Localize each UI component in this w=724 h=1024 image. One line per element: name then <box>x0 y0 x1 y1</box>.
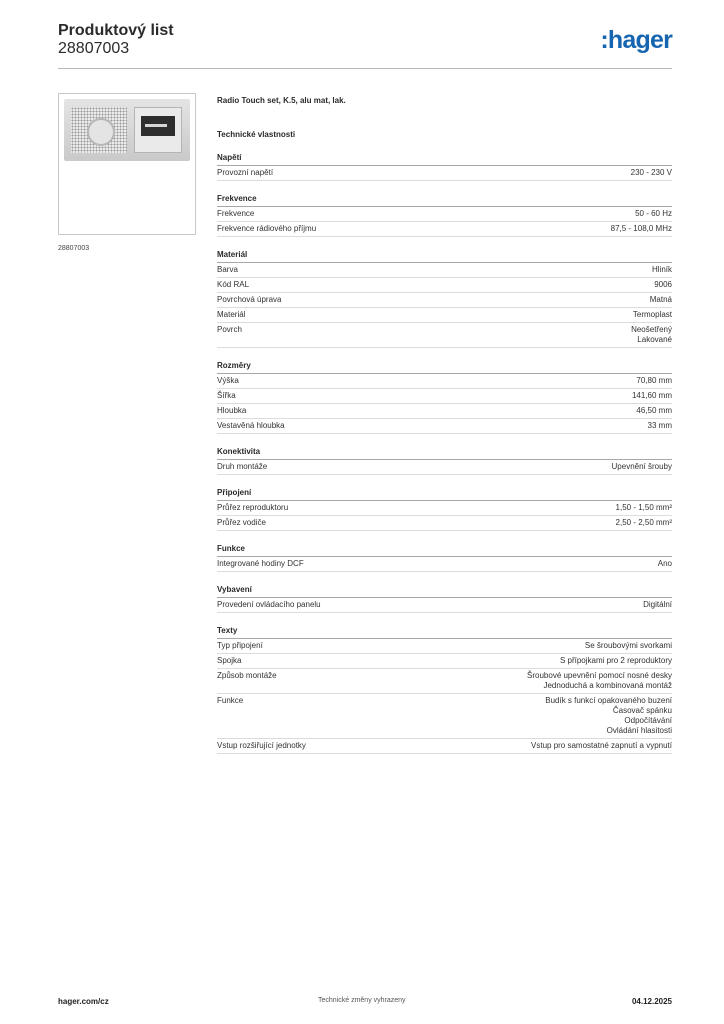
spec-label: Frekvence <box>217 209 255 218</box>
document-title: Produktový list <box>58 22 174 39</box>
spec-label: Materiál <box>217 310 246 319</box>
spec-value-line: Jednoduchá a kombinovaná montáž <box>543 681 672 690</box>
spec-group-title: Vybavení <box>217 585 672 598</box>
spec-label: Povrchová úprava <box>217 295 282 304</box>
spec-value <box>632 391 672 401</box>
spec-value-line: Neošetřený <box>631 325 672 334</box>
spec-value-line: 46,50 mm <box>636 406 672 415</box>
spec-value-line: Ano <box>657 559 672 568</box>
radio-display <box>141 116 175 136</box>
spec-value <box>648 421 672 431</box>
spec-value-line: Termoplast <box>632 310 672 319</box>
spec-value-line: 1,50 - 1,50 mm² <box>615 503 672 512</box>
spec-value-line: 230 - 230 V <box>630 168 672 177</box>
spec-row <box>217 639 672 654</box>
spec-value-line: Lakované <box>637 335 672 344</box>
spec-value-line: Časovač spánku <box>612 706 672 715</box>
speaker-grille <box>71 107 127 153</box>
spec-group-title: Napětí <box>217 153 672 166</box>
spec-row <box>217 739 672 754</box>
spec-value <box>633 310 672 320</box>
image-caption: 28807003 <box>58 245 90 252</box>
spec-row <box>217 419 672 434</box>
spec-row <box>217 669 672 694</box>
spec-label: Frekvence rádiového příjmu <box>217 224 317 233</box>
spec-row <box>217 308 672 323</box>
spec-group-title: Rozměry <box>217 361 672 374</box>
spec-row <box>217 404 672 419</box>
spec-group-title: Frekvence <box>217 194 672 207</box>
spec-row <box>217 694 672 739</box>
spec-row <box>217 207 672 222</box>
spec-row <box>217 323 672 348</box>
footer-date: 04.12.2025 <box>631 997 672 1006</box>
spec-value-line: Budík s funkcí opakovaného buzení <box>545 696 672 705</box>
spec-group <box>217 250 672 348</box>
spec-group <box>217 447 672 475</box>
spec-group <box>217 361 672 434</box>
spec-value <box>560 656 672 666</box>
spec-label: Vestavěná hloubka <box>217 421 285 430</box>
spec-row <box>217 278 672 293</box>
spec-value <box>658 559 672 569</box>
spec-group-title: Připojení <box>217 488 672 501</box>
spec-group <box>217 544 672 572</box>
spec-value <box>612 462 672 472</box>
footer-notice: Technické změny vyhrazeny <box>318 997 406 1004</box>
spec-value-line: Ovládání hlasitosti <box>606 726 672 735</box>
spec-value-line: 87,5 - 108,0 MHz <box>610 224 672 233</box>
spec-value-line: 70,80 mm <box>636 376 672 385</box>
spec-value-line: Hliník <box>651 265 672 274</box>
hager-logo: :hager <box>600 26 672 54</box>
spec-row <box>217 516 672 531</box>
product-image <box>58 93 196 235</box>
spec-row <box>217 654 672 669</box>
spec-value-line: 50 - 60 Hz <box>635 209 672 218</box>
spec-label: Kód RAL <box>217 280 250 289</box>
spec-group <box>217 626 672 754</box>
spec-value-line: 141,60 mm <box>631 391 672 400</box>
spec-value-line: Matná <box>649 295 672 304</box>
spec-label: Typ připojení <box>217 641 263 650</box>
spec-row <box>217 263 672 278</box>
spec-group-title: Konektivita <box>217 447 672 460</box>
specifications <box>217 96 672 754</box>
spec-row <box>217 374 672 389</box>
spec-value <box>650 295 672 305</box>
spec-value <box>631 325 672 345</box>
spec-value-line: Šroubové upevnění pomocí nosné desky <box>527 671 672 680</box>
spec-value <box>611 224 672 234</box>
spec-value <box>616 503 672 513</box>
spec-value <box>631 168 672 178</box>
spec-value <box>616 518 672 528</box>
spec-value <box>635 209 672 219</box>
spec-label: Barva <box>217 265 238 274</box>
spec-label: Provozní napětí <box>217 168 274 177</box>
spec-label: Provedení ovládacího panelu <box>217 600 321 609</box>
spec-label: Průřez vodiče <box>217 518 266 527</box>
spec-group <box>217 488 672 531</box>
spec-value-line: Upevnění šrouby <box>611 462 672 471</box>
spec-group <box>217 585 672 613</box>
spec-row <box>217 501 672 516</box>
spec-value-line: 9006 <box>654 280 672 289</box>
spec-label: Vstup rozšiřující jednotky <box>217 741 306 750</box>
spec-value-line: S přípojkami pro 2 reproduktory <box>559 656 672 665</box>
spec-label: Šířka <box>217 391 236 400</box>
spec-row <box>217 460 672 475</box>
spec-value <box>585 641 672 651</box>
spec-group-title: Funkce <box>217 544 672 557</box>
radio-panel <box>134 107 182 153</box>
spec-row <box>217 293 672 308</box>
spec-row <box>217 389 672 404</box>
spec-value <box>652 265 672 275</box>
spec-group <box>217 153 672 181</box>
spec-label: Hloubka <box>217 406 247 415</box>
spec-value <box>527 671 672 691</box>
speaker-ring <box>87 118 115 146</box>
footer-website: hager.com/cz <box>58 997 109 1006</box>
spec-value <box>636 406 672 416</box>
product-name: Radio Touch set, K.5, alu mat, lak. <box>217 96 346 105</box>
spec-label: Povrch <box>217 325 242 334</box>
spec-row <box>217 222 672 237</box>
spec-value <box>654 280 672 290</box>
spec-label: Spojka <box>217 656 242 665</box>
spec-label: Druh montáže <box>217 462 268 471</box>
spec-value-line: Se šroubovými svorkami <box>584 641 672 650</box>
spec-value <box>636 376 672 386</box>
spec-value-line: Vstup pro samostatné zapnutí a vypnutí <box>531 741 672 750</box>
spec-label: Funkce <box>217 696 244 705</box>
spec-value <box>545 696 672 736</box>
product-code: 28807003 <box>58 40 130 57</box>
spec-label: Integrované hodiny DCF <box>217 559 304 568</box>
spec-value-line: Odpočítávání <box>624 716 672 725</box>
spec-group <box>217 194 672 237</box>
spec-label: Průřez reproduktoru <box>217 503 289 512</box>
spec-group-title: Materiál <box>217 250 672 263</box>
spec-value-line: 2,50 - 2,50 mm² <box>615 518 672 527</box>
spec-value-line: Digitální <box>643 600 672 609</box>
spec-label: Výška <box>217 376 239 385</box>
spec-row <box>217 557 672 572</box>
display-readout <box>145 124 167 127</box>
spec-row <box>217 166 672 181</box>
section-title: Technické vlastnosti <box>217 130 296 139</box>
page-header <box>58 22 672 68</box>
spec-value <box>531 741 672 751</box>
spec-row <box>217 598 672 613</box>
radio-device-picture <box>64 99 190 161</box>
spec-value <box>643 600 672 610</box>
spec-value-line: 33 mm <box>647 421 672 430</box>
spec-label: Způsob montáže <box>217 671 277 680</box>
spec-group-title: Texty <box>217 626 672 639</box>
spec-groups <box>217 153 672 754</box>
header-divider <box>58 68 672 69</box>
